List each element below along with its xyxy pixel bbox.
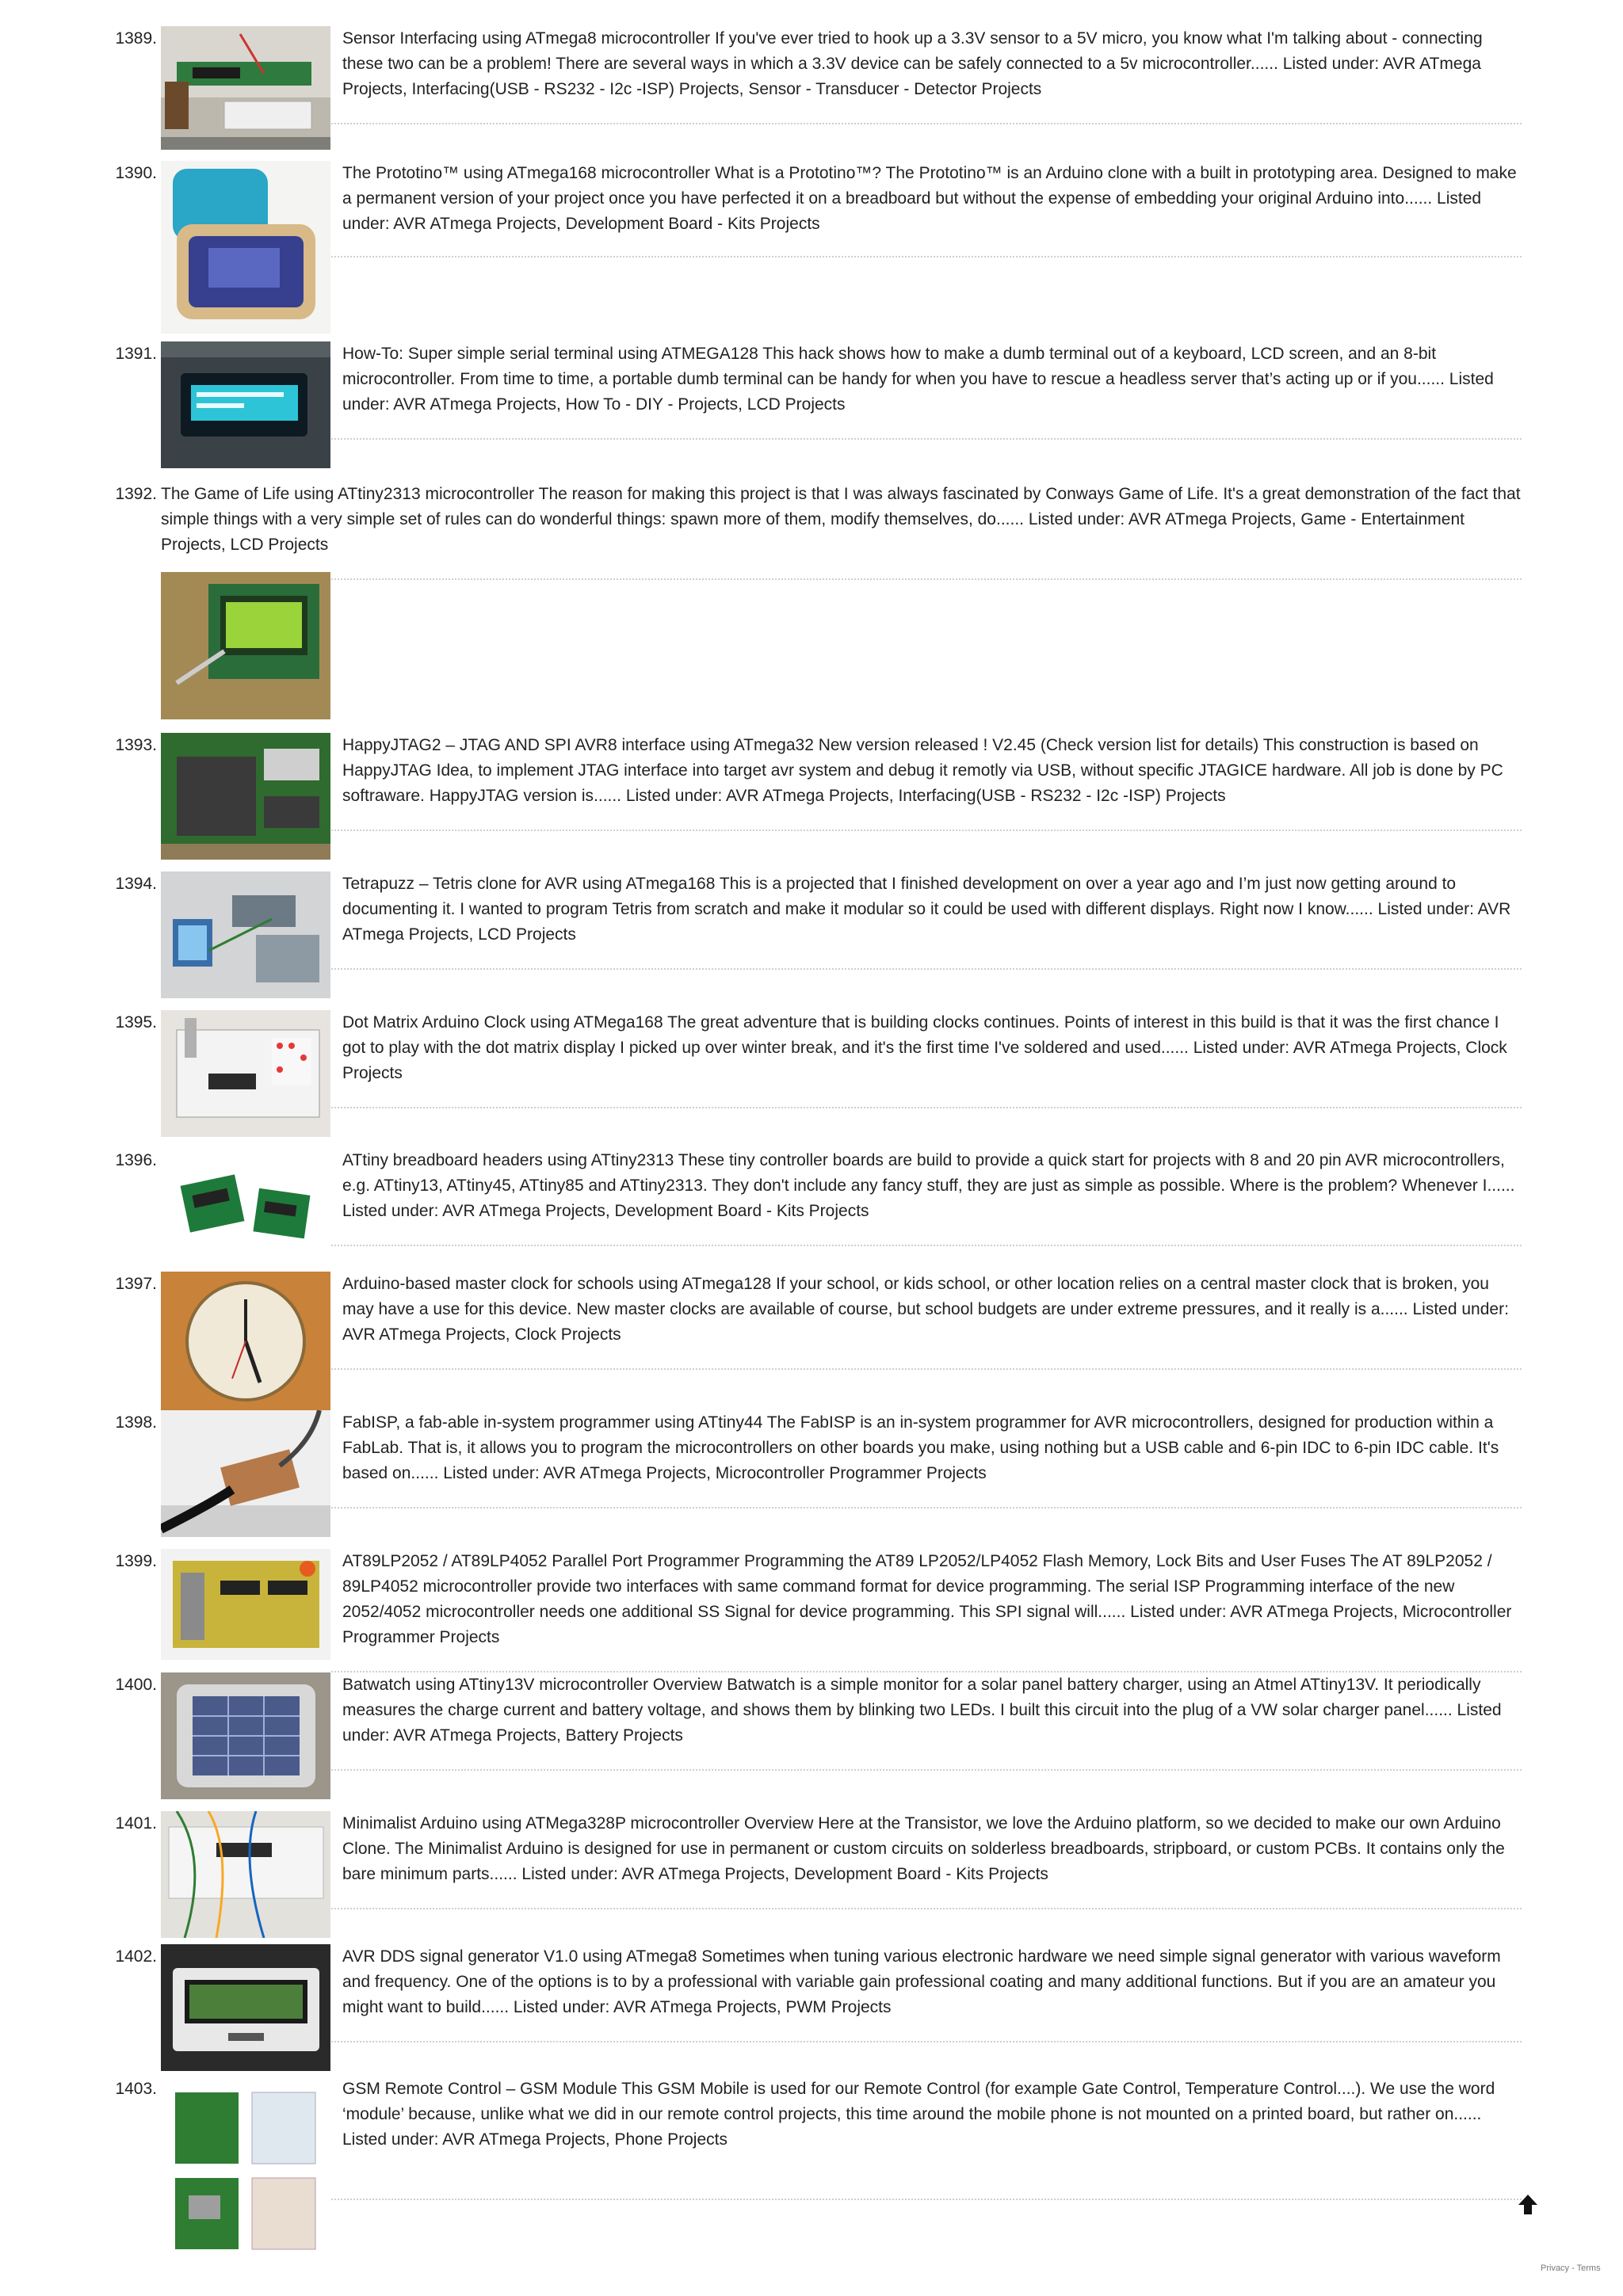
item-separator <box>331 1908 1522 1909</box>
item-description[interactable]: Sensor Interfacing using ATmega8 microcontroller If you've ever tried to hook up a 3.3V sensor to a 5V micro, you know what I'm talking about - connecting these two can be a problem! There are several ways in which a 3.3V device can be safely connected to a 5v microcontroller...... Listed under: AVR ATmega Projects, Interfacing(USB - RS232 - I2c -ISP) Projects, Sensor - Transducer - Detector Projects <box>342 29 1483 98</box>
green-lcd-board-photo <box>161 572 330 719</box>
item-separator <box>331 438 1522 440</box>
item-description[interactable]: Dot Matrix Arduino Clock using ATMega168 The great adventure that is building clocks continues. Points of interest in this build is that it was the first chance I got to play with the dot matrix display I picked up over winter break, and it's the first time I've soldered and used...... Listed under: AVR ATmega Projects, Clock Projects <box>342 1013 1507 1082</box>
item-separator <box>331 1245 1522 1246</box>
wall-clock-photo <box>161 1272 330 1410</box>
list-item <box>0 1944 1522 2075</box>
item-description[interactable]: HappyJTAG2 – JTAG AND SPI AVR8 interface using ATmega32 New version released ! V2.45 (Check version list for details) This construction is based on HappyJTAG Idea, to implement JTAG interface into target avr system and debug it remotly via USB, without specific JTAGICE hardware. All job is done by PC softraware. HappyJTAG version is...... Listed under: AVR ATmega Projects, Interfacing(USB - RS232 - I2c -ISP) Projects <box>342 736 1503 805</box>
item-number: 1395. <box>115 1013 157 1032</box>
sensor-breadboard-photo <box>161 26 330 150</box>
project-thumbnail[interactable] <box>161 1811 330 1938</box>
list-item <box>0 1010 1522 1137</box>
item-number: 1391. <box>115 345 157 363</box>
list-item <box>0 482 1522 719</box>
item-description[interactable]: Minimalist Arduino using ATMega328P microcontroller Overview Here at the Transistor, we love the Arduino platform, so we decided to make our own Arduino Clone. The Minimalist Arduino is designed for use in permanent or custom circuits on solderless breadboards, stripboard, or custom PCBs. It contains only the bare minimum parts...... Listed under: AVR ATmega Projects, Development Board - Kits Projects <box>342 1814 1505 1883</box>
item-number: 1399. <box>115 1552 157 1570</box>
item-separator <box>331 1769 1522 1771</box>
arrow-up-icon <box>1514 2191 1541 2218</box>
item-separator <box>331 256 1522 257</box>
list-item <box>0 2077 1522 2267</box>
list-item <box>0 1672 1522 1803</box>
recaptcha-privacy-terms[interactable]: Privacy - Terms <box>1541 2264 1601 2273</box>
list-item <box>0 1549 1522 1680</box>
item-number: 1397. <box>115 1275 157 1293</box>
item-number: 1390. <box>115 164 157 182</box>
item-separator <box>331 968 1522 970</box>
dot-matrix-clock-photo <box>161 1010 330 1137</box>
item-separator <box>331 2199 1522 2200</box>
item-number: 1398. <box>115 1413 157 1432</box>
list-item <box>0 1272 1522 1410</box>
fabisp-photo <box>161 1410 330 1537</box>
minimalist-arduino-photo <box>161 1811 330 1938</box>
solar-panel-photo <box>161 1672 330 1799</box>
item-number: 1389. <box>115 29 157 48</box>
project-thumbnail[interactable] <box>161 1148 330 1275</box>
item-description[interactable]: The Prototino™ using ATmega168 microcontroller What is a Prototino™? The Prototino™ is an Arduino clone with a built in prototyping area. Designed to make a permanent version of your project once you have perfected it on a breadboard but without the expense of embedding your original Arduino into...... Listed under: AVR ATmega Projects, Development Board - Kits Projects <box>342 164 1517 233</box>
item-description[interactable]: AVR DDS signal generator V1.0 using ATmega8 Sometimes when tuning various electronic hardware we need simple signal generator with various waveform and frequency. One of the options is to by a professional with variable gain professional coating and many additional functions. But if you are an amateur you might want to build...... Listed under: AVR ATmega Projects, PWM Projects <box>342 1947 1501 2016</box>
item-number: 1400. <box>115 1676 157 1694</box>
item-number: 1396. <box>115 1151 157 1169</box>
project-thumbnail[interactable] <box>161 1549 330 1660</box>
parallel-programmer-photo <box>161 1549 330 1660</box>
header-boards-photo <box>161 1148 330 1275</box>
item-separator <box>331 1507 1522 1508</box>
list-item <box>0 1811 1522 1942</box>
item-separator <box>331 830 1522 831</box>
item-description[interactable]: ATtiny breadboard headers using ATtiny2313 These tiny controller boards are build to provide a quick start for projects with 8 and 20 pin AVR microcontrollers, e.g. ATtiny13, ATtiny45, ATtiny85 and ATtiny2313. They don't include any fancy stuff, they are just as simple as possible. Where is the problem? Whenever I...... Listed under: AVR ATmega Projects, Development Board - Kits Projects <box>342 1151 1515 1220</box>
list-item <box>0 341 1522 468</box>
item-description[interactable]: Batwatch using ATtiny13V microcontroller Overview Batwatch is a simple monitor for a solar panel battery charger, using an Atmel ATtiny13V. It periodically measures the charge current and battery voltage, and shows them by blinking two LEDs. I built this circuit into the plug of a VW solar charger panel...... Listed under: AVR ATmega Projects, Battery Projects <box>342 1676 1502 1745</box>
gsm-modules-photo <box>161 2077 330 2265</box>
item-description[interactable]: GSM Remote Control – GSM Module This GSM Mobile is used for our Remote Control (for example Gate Control, Temperature Control....). We use the word ‘module’ because, unlike what we did in our remote control projects, this time around the mobile phone is not mounted on a printed board, but rather on...... Listed under: AVR ATmega Projects, Phone Projects <box>342 2080 1495 2149</box>
lcd-terminal-photo <box>161 341 330 468</box>
project-thumbnail[interactable] <box>161 26 330 150</box>
list-item <box>0 1148 1522 1275</box>
list-item <box>0 26 1522 153</box>
project-thumbnail[interactable] <box>161 572 330 719</box>
item-separator <box>331 1107 1522 1108</box>
tetris-setup-photo <box>161 871 330 998</box>
project-thumbnail[interactable] <box>161 341 330 468</box>
project-thumbnail[interactable] <box>161 733 330 860</box>
project-thumbnail[interactable] <box>161 1272 330 1410</box>
item-number: 1393. <box>115 736 157 754</box>
item-number: 1401. <box>115 1814 157 1833</box>
chip-closeup-photo <box>161 733 330 860</box>
item-description[interactable]: How-To: Super simple serial terminal using ATMEGA128 This hack shows how to make a dumb terminal out of a keyboard, LCD screen, and an 8-bit microcontroller. From time to time, a portable dumb terminal can be handy for when you have to rescue a headless server that’s acting up or if you...... Listed under: AVR ATmega Projects, How To - DIY - Projects, LCD Projects <box>342 345 1494 414</box>
item-separator <box>331 1368 1522 1370</box>
list-item <box>0 733 1522 860</box>
list-item <box>0 871 1522 998</box>
project-thumbnail[interactable] <box>161 161 330 334</box>
project-thumbnail[interactable] <box>161 1410 330 1537</box>
project-thumbnail[interactable] <box>161 1672 330 1799</box>
item-separator <box>161 578 1522 580</box>
tin-box-board-photo <box>161 161 330 334</box>
project-thumbnail[interactable] <box>161 1944 330 2071</box>
project-thumbnail[interactable] <box>161 1010 330 1137</box>
item-description[interactable]: The Game of Life using ATtiny2313 microcontroller The reason for making this project is that I was always fascinated by Conways Game of Life. It's a great demonstration of the fact that simple things with a very simple set of rules can do wonderful things: spawn more of them, modify themselves, do...... Listed under: AVR ATmega Projects, Game - Entertainment Projects, LCD Projects <box>161 485 1521 554</box>
item-number: 1402. <box>115 1947 157 1966</box>
item-separator <box>331 123 1522 124</box>
project-thumbnail[interactable] <box>161 2077 330 2265</box>
list-item <box>0 161 1522 335</box>
signal-generator-photo <box>161 1944 330 2071</box>
item-number: 1403. <box>115 2080 157 2098</box>
scroll-to-top-button[interactable] <box>1514 2191 1541 2218</box>
item-number: 1392. <box>115 485 157 503</box>
item-description[interactable]: Arduino-based master clock for schools using ATmega128 If your school, or kids school, or other location relies on a central master clock that is broken, you may have a use for this device. New master clocks are available of course, but school budgets are under extreme pressures, and it really is a...... Listed under: AVR ATmega Projects, Clock Projects <box>342 1275 1509 1344</box>
item-description[interactable]: FabISP, a fab-able in-system programmer using ATtiny44 The FabISP is an in-system programmer for AVR microcontrollers, designed for production within a FabLab. That is, it allows you to program the microcontrollers on other boards you make, using nothing but a USB cable and 6-pin IDC to 6-pin IDC cable. It's based on...... Listed under: AVR ATmega Projects, Microcontroller Programmer Projects <box>342 1413 1499 1482</box>
item-number: 1394. <box>115 875 157 893</box>
item-separator <box>331 2041 1522 2042</box>
item-description[interactable]: AT89LP2052 / AT89LP4052 Parallel Port Programmer Programming the AT89 LP2052/LP4052 Flash Memory, Lock Bits and User Fuses The AT 89LP2052 / 89LP4052 microcontroller provide two interfaces with same command format for device programming. The serial ISP Programming interface of the new 2052/4052 microcontroller needs one additional SS Signal for device programming. This SPI signal will...... Listed under: AVR ATmega Projects, Microcontroller Programmer Projects <box>342 1552 1512 1646</box>
list-item <box>0 1410 1522 1541</box>
item-description[interactable]: Tetrapuzz – Tetris clone for AVR using ATmega168 This is a projected that I finished development on over a year ago and I’m just now getting around to documenting it. I wanted to program Tetris from scratch and make it modular so it could be used with different displays. Right now I know...... Listed under: AVR ATmega Projects, LCD Projects <box>342 875 1511 944</box>
project-thumbnail[interactable] <box>161 871 330 998</box>
